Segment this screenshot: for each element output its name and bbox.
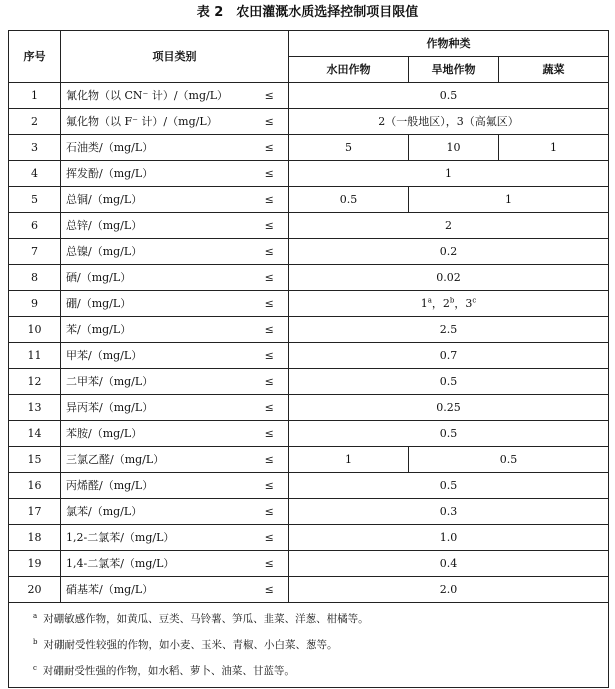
table-title: 表 2 农田灌溉水质选择控制项目限值 — [196, 5, 419, 20]
row-value-veg: 1 — [499, 135, 609, 161]
row-operator: ≤ — [251, 395, 289, 421]
header-item: 项目类别 — [61, 31, 289, 83]
row-operator: ≤ — [251, 317, 289, 343]
table-row — [9, 343, 609, 369]
table-row — [9, 317, 609, 343]
row-item: 硝基苯/（mg/L） — [61, 577, 251, 603]
row-item: 甲苯/（mg/L） — [61, 343, 251, 369]
row-value-all: 0.2 — [289, 239, 609, 265]
row-seq: 15 — [9, 447, 61, 473]
row-seq: 20 — [9, 577, 61, 603]
row-value-all: 0.3 — [289, 499, 609, 525]
row-seq: 13 — [9, 395, 61, 421]
row-value-all: 0.5 — [289, 83, 609, 109]
row-item: 硼/（mg/L） — [61, 291, 251, 317]
row-seq: 12 — [9, 369, 61, 395]
row-seq: 3 — [9, 135, 61, 161]
row-item: 丙烯醛/（mg/L） — [61, 473, 251, 499]
header-veg: 蔬菜 — [499, 57, 609, 83]
row-operator: ≤ — [251, 369, 289, 395]
row-item: 石油类/（mg/L） — [61, 135, 251, 161]
row-operator: ≤ — [251, 447, 289, 473]
row-value-paddy: 0.5 — [289, 187, 409, 213]
row-seq: 18 — [9, 525, 61, 551]
row-operator: ≤ — [251, 421, 289, 447]
row-operator: ≤ — [251, 265, 289, 291]
row-value-all: 1 — [289, 161, 609, 187]
row-operator: ≤ — [251, 291, 289, 317]
table-row — [9, 421, 609, 447]
row-seq: 19 — [9, 551, 61, 577]
table-row — [9, 161, 609, 187]
row-item: 总锌/（mg/L） — [61, 213, 251, 239]
header-crop-group: 作物种类 — [289, 31, 609, 57]
table-row — [9, 265, 609, 291]
row-operator: ≤ — [251, 187, 289, 213]
row-item: 氟化物（以 F⁻ 计）/（mg/L） — [61, 109, 251, 135]
row-value-all: 1.0 — [289, 525, 609, 551]
row-seq: 6 — [9, 213, 61, 239]
row-operator: ≤ — [251, 83, 289, 109]
table-row — [9, 525, 609, 551]
row-item: 硒/（mg/L） — [61, 265, 251, 291]
table-row — [9, 291, 609, 317]
row-operator: ≤ — [251, 213, 289, 239]
row-operator: ≤ — [251, 109, 289, 135]
row-value-all: 2.0 — [289, 577, 609, 603]
row-value-all: 0.5 — [289, 473, 609, 499]
header-seq: 序号 — [9, 31, 61, 83]
table-row — [9, 83, 609, 109]
row-item: 挥发酚/（mg/L） — [61, 161, 251, 187]
row-seq: 8 — [9, 265, 61, 291]
row-seq: 7 — [9, 239, 61, 265]
row-seq: 9 — [9, 291, 61, 317]
row-operator: ≤ — [251, 135, 289, 161]
header-dry: 旱地作物 — [409, 57, 499, 83]
row-operator: ≤ — [251, 473, 289, 499]
limits-table — [8, 30, 609, 688]
row-item: 三氯乙醛/（mg/L） — [61, 447, 251, 473]
row-value-paddy: 5 — [289, 135, 409, 161]
row-item: 氯苯/（mg/L） — [61, 499, 251, 525]
row-seq: 2 — [9, 109, 61, 135]
footnote-ref: a — [427, 296, 432, 305]
row-value-boron: 1$^a$，2$^b$，3$^c$ — [289, 291, 609, 317]
footnote-a: $^a$ 对硼敏感作物，如黄瓜、豆类、马铃薯、笋瓜、韭菜、洋葱、柑橘等。 — [33, 611, 369, 625]
footnotes — [9, 603, 609, 688]
row-value-all: 0.4 — [289, 551, 609, 577]
row-seq: 11 — [9, 343, 61, 369]
row-value-all: 0.02 — [289, 265, 609, 291]
row-operator: ≤ — [251, 577, 289, 603]
footnote-c: $^c$ 对硼耐受性强的作物，如水稻、萝卜、油菜、甘蓝等。 — [33, 663, 295, 677]
footnote-ref: c — [472, 296, 477, 305]
row-seq: 14 — [9, 421, 61, 447]
table-row — [9, 577, 609, 603]
row-seq: 16 — [9, 473, 61, 499]
row-item: 苯/（mg/L） — [61, 317, 251, 343]
row-value-dry-veg: 1 — [409, 187, 609, 213]
footnote-b: $^b$ 对硼耐受性较强的作物，如小麦、玉米、青椒、小白菜、葱等。 — [33, 637, 338, 651]
row-item: 总铜/（mg/L） — [61, 187, 251, 213]
row-seq: 1 — [9, 83, 61, 109]
row-item: 异丙苯/（mg/L） — [61, 395, 251, 421]
row-value-all: 2.5 — [289, 317, 609, 343]
table-row — [9, 135, 609, 161]
row-operator: ≤ — [251, 239, 289, 265]
footnote-ref: b — [449, 296, 455, 305]
row-seq: 5 — [9, 187, 61, 213]
row-operator: ≤ — [251, 551, 289, 577]
row-value-all: 2（一般地区），3（高氟区） — [289, 109, 609, 135]
row-item: 氰化物（以 CN⁻ 计）/（mg/L） — [61, 83, 251, 109]
row-value-all: 0.7 — [289, 343, 609, 369]
row-item: 二甲苯/（mg/L） — [61, 369, 251, 395]
row-item: 1,2-二氯苯/（mg/L） — [61, 525, 251, 551]
row-value-dry: 10 — [409, 135, 499, 161]
row-operator: ≤ — [251, 161, 289, 187]
row-value-dry-veg: 0.5 — [409, 447, 609, 473]
table-row — [9, 213, 609, 239]
row-value-paddy: 1 — [289, 447, 409, 473]
row-value-all: 0.5 — [289, 421, 609, 447]
row-value-all: 0.25 — [289, 395, 609, 421]
boron-value: 2 — [442, 297, 450, 310]
row-value-all: 2 — [289, 213, 609, 239]
boron-value: 1 — [420, 297, 428, 310]
table-row — [9, 109, 609, 135]
row-value-all: 0.5 — [289, 369, 609, 395]
row-seq: 10 — [9, 317, 61, 343]
row-operator: ≤ — [251, 525, 289, 551]
row-item: 总镍/（mg/L） — [61, 239, 251, 265]
boron-value: 3 — [465, 297, 473, 310]
table-row — [9, 473, 609, 499]
row-operator: ≤ — [251, 499, 289, 525]
row-operator: ≤ — [251, 343, 289, 369]
row-seq: 4 — [9, 161, 61, 187]
table-row — [9, 187, 609, 213]
row-item: 苯胺/（mg/L） — [61, 421, 251, 447]
table-row — [9, 369, 609, 395]
table-row — [9, 499, 609, 525]
table-row — [9, 551, 609, 577]
table-row — [9, 239, 609, 265]
header-paddy: 水田作物 — [289, 57, 409, 83]
row-item: 1,4-二氯苯/（mg/L） — [61, 551, 251, 577]
table-row — [9, 447, 609, 473]
table-row — [9, 395, 609, 421]
row-seq: 17 — [9, 499, 61, 525]
